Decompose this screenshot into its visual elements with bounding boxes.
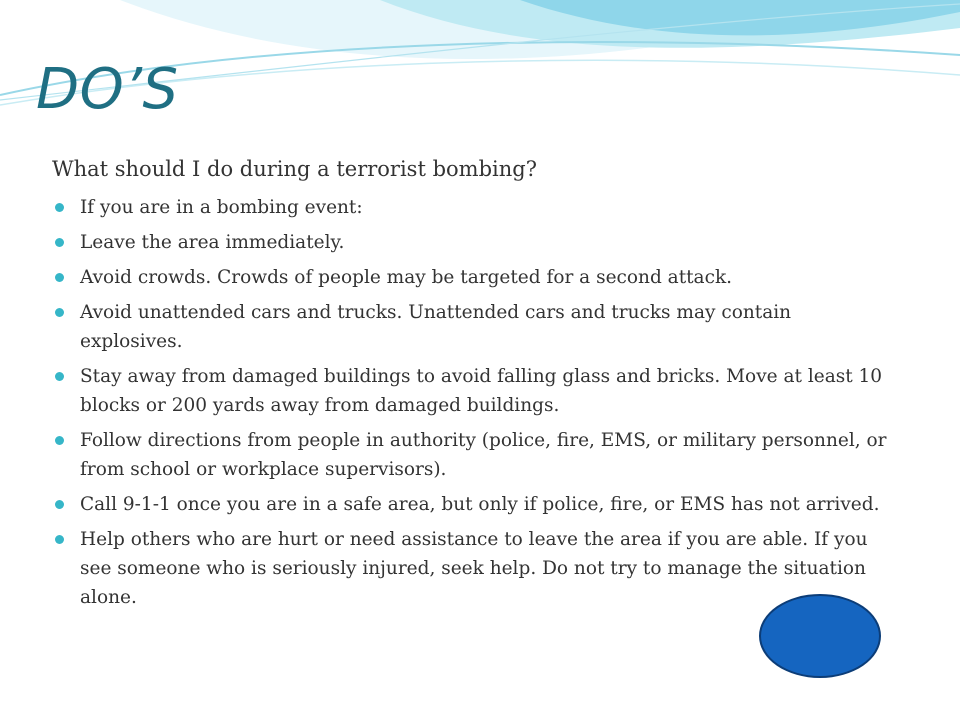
bullet-dot-icon bbox=[55, 273, 64, 282]
bullet-item bbox=[52, 263, 887, 292]
bullet-item bbox=[52, 228, 887, 257]
bullet-dot-icon bbox=[55, 238, 64, 247]
bullet-text: Call 9-1-1 once you are in a safe area, but only if police, fire, or EMS has not arrived. bbox=[80, 494, 880, 515]
bullet-item bbox=[52, 426, 887, 484]
bullet-text: Stay away from damaged buildings to avoid falling glass and bricks. Move at least 10 blocks or 200 yards away from damaged buildings. bbox=[80, 366, 883, 416]
bullet-item bbox=[52, 362, 887, 420]
bullet-dot-icon bbox=[55, 500, 64, 509]
bullet-dot-icon bbox=[55, 203, 64, 212]
slide-subtitle: What should I do during a terrorist bombing? bbox=[52, 157, 537, 181]
bullet-dot-icon bbox=[55, 535, 64, 544]
bullet-text: If you are in a bombing event: bbox=[80, 197, 363, 218]
bullet-item bbox=[52, 193, 887, 222]
bullet-dot-icon bbox=[55, 436, 64, 445]
bullet-dot-icon bbox=[55, 372, 64, 381]
bullet-text: Avoid unattended cars and trucks. Unattended cars and trucks may contain explosives. bbox=[80, 302, 792, 352]
slide-title: DO’S bbox=[36, 57, 179, 122]
bullet-text: Follow directions from people in authority (police, fire, EMS, or military personnel, or from school or workplace supervisors). bbox=[80, 430, 887, 480]
bullet-item bbox=[52, 298, 887, 356]
bullet-dot-icon bbox=[55, 308, 64, 317]
bullet-text: Help others who are hurt or need assistance to leave the area if you are able. If you see someone who is seriously injured, seek help. Do not try to manage the situation alone. bbox=[80, 529, 868, 608]
bullet-list bbox=[52, 193, 887, 618]
blue-oval-shape bbox=[759, 594, 881, 678]
bullet-text: Leave the area immediately. bbox=[80, 232, 345, 253]
bullet-item bbox=[52, 525, 887, 612]
bullet-text: Avoid crowds. Crowds of people may be targeted for a second attack. bbox=[80, 267, 733, 288]
bullet-item bbox=[52, 490, 887, 519]
